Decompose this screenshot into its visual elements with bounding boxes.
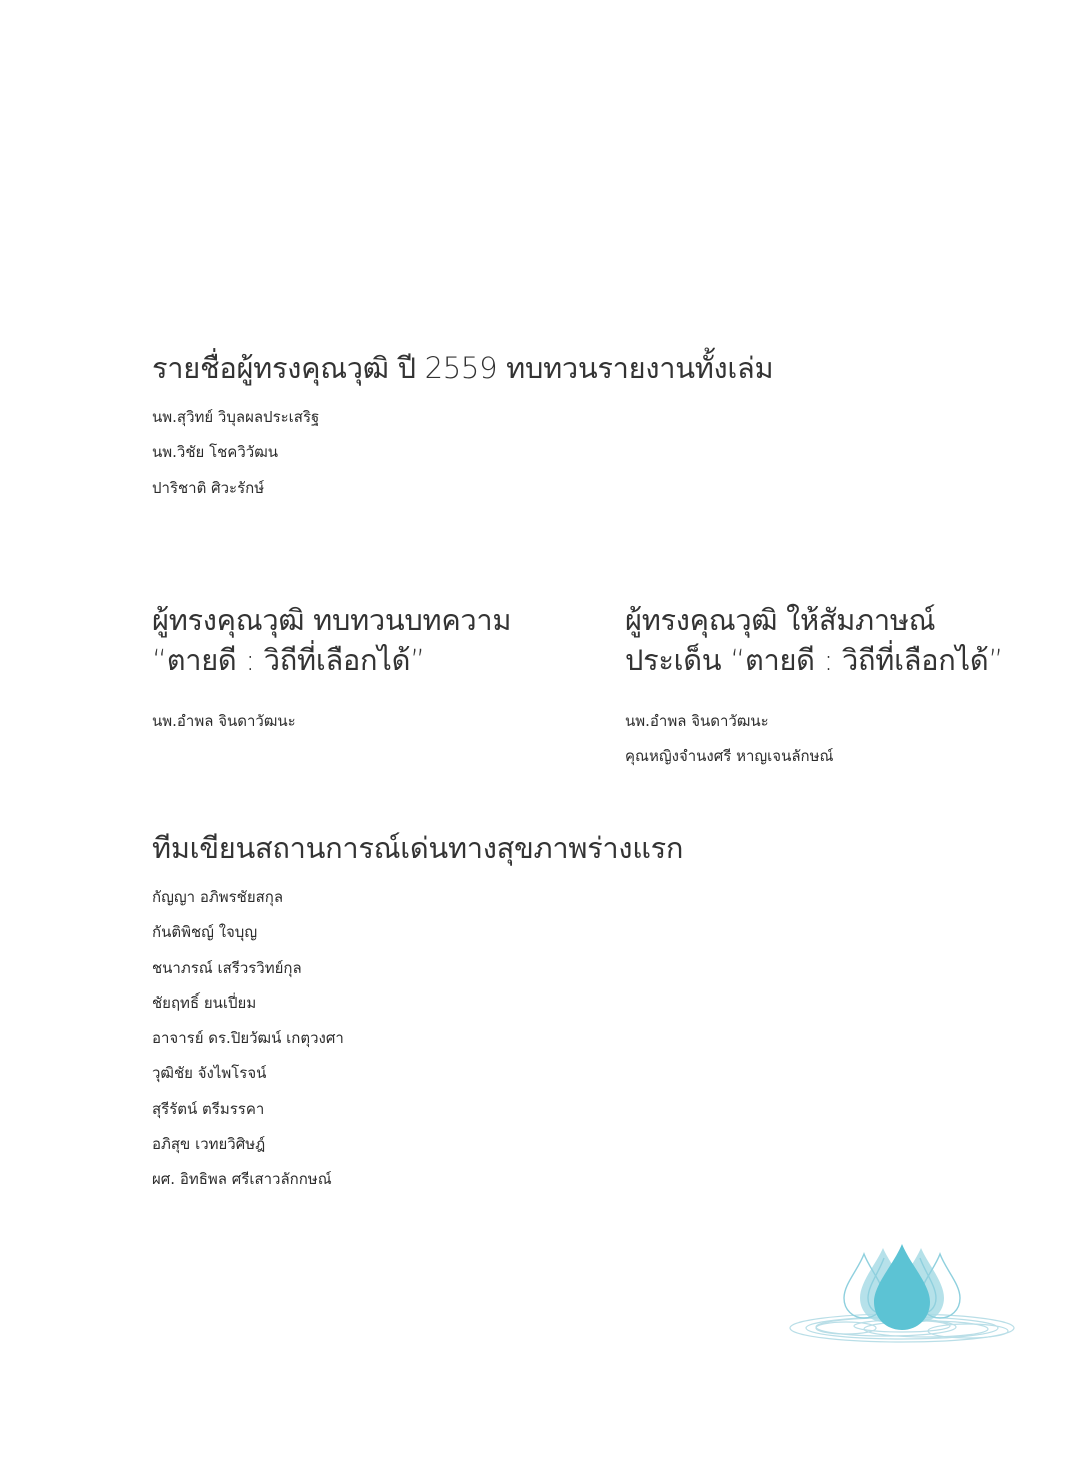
section-writers [152, 828, 683, 1198]
name-item: ชนาภรณ์ เสรีวรวิทย์กุล [152, 958, 302, 977]
writers-heading: ทีมเขียนสถานการณ์เด่นทางสุขภาพร่างแรก [152, 831, 684, 865]
section-article-reviewers [152, 600, 511, 739]
name-item: นพ.วิชัย โชควิวัฒน [152, 443, 278, 462]
heading-line: ผู้ทรงคุณวุฒิ ให้สัมภาษณ์ [625, 603, 936, 637]
writers-list [152, 880, 683, 1198]
name-item: นพ.อำพล จินดาวัฒนะ [152, 712, 296, 730]
name-item: ชัยฤทธิ์ ยนเปี่ยม [152, 993, 257, 1012]
water-drop-lotus-logo-icon [786, 1240, 1018, 1350]
heading-line: ผู้ทรงคุณวุฒิ ทบทวนบทความ [152, 603, 512, 637]
article-reviewers-list [152, 704, 511, 739]
article-reviewers-heading [152, 600, 511, 680]
name-item: กันติพิชญ์ ใจบุญ [152, 923, 258, 942]
name-item: ผศ. อิทธิพล ศรีเสาวลักกษณ์ [152, 1170, 332, 1189]
name-item: สุรีรัตน์ ตรีมรรคา [152, 1099, 265, 1118]
name-item: นพ.อำพล จินดาวัฒนะ [625, 712, 769, 730]
section-book-reviewers [152, 348, 773, 506]
name-item: กัญญา อภิพรชัยสกุล [152, 888, 284, 906]
name-item: ปาริชาติ ศิวะรักษ์ [152, 478, 265, 497]
interviewees-heading [625, 600, 1003, 680]
interviewees-list [625, 704, 1003, 775]
book-reviewers-list [152, 400, 773, 506]
name-item: วุฒิชัย จังไพโรจน์ [152, 1064, 267, 1083]
name-item: นพ.สุวิทย์ วิบุลผลประเสริฐ [152, 408, 320, 426]
heading-line: “ตายดี : วิถีที่เลือกได้” [152, 643, 425, 677]
name-item: อภิสุข เวทยวิศิษฎ์ [152, 1135, 266, 1154]
name-item: อาจารย์ ดร.ปิยวัฒน์ เกตุวงศา [152, 1029, 344, 1048]
name-item: คุณหญิงจำนงศรี หาญเจนลักษณ์ [625, 747, 834, 766]
heading-line: ประเด็น “ตายดี : วิถีที่เลือกได้” [625, 643, 1004, 677]
section-interviewees [625, 600, 1003, 775]
book-reviewers-heading: รายชื่อผู้ทรงคุณวุฒิ ปี 2559 ทบทวนรายงานทั้งเล่ม [152, 351, 774, 385]
